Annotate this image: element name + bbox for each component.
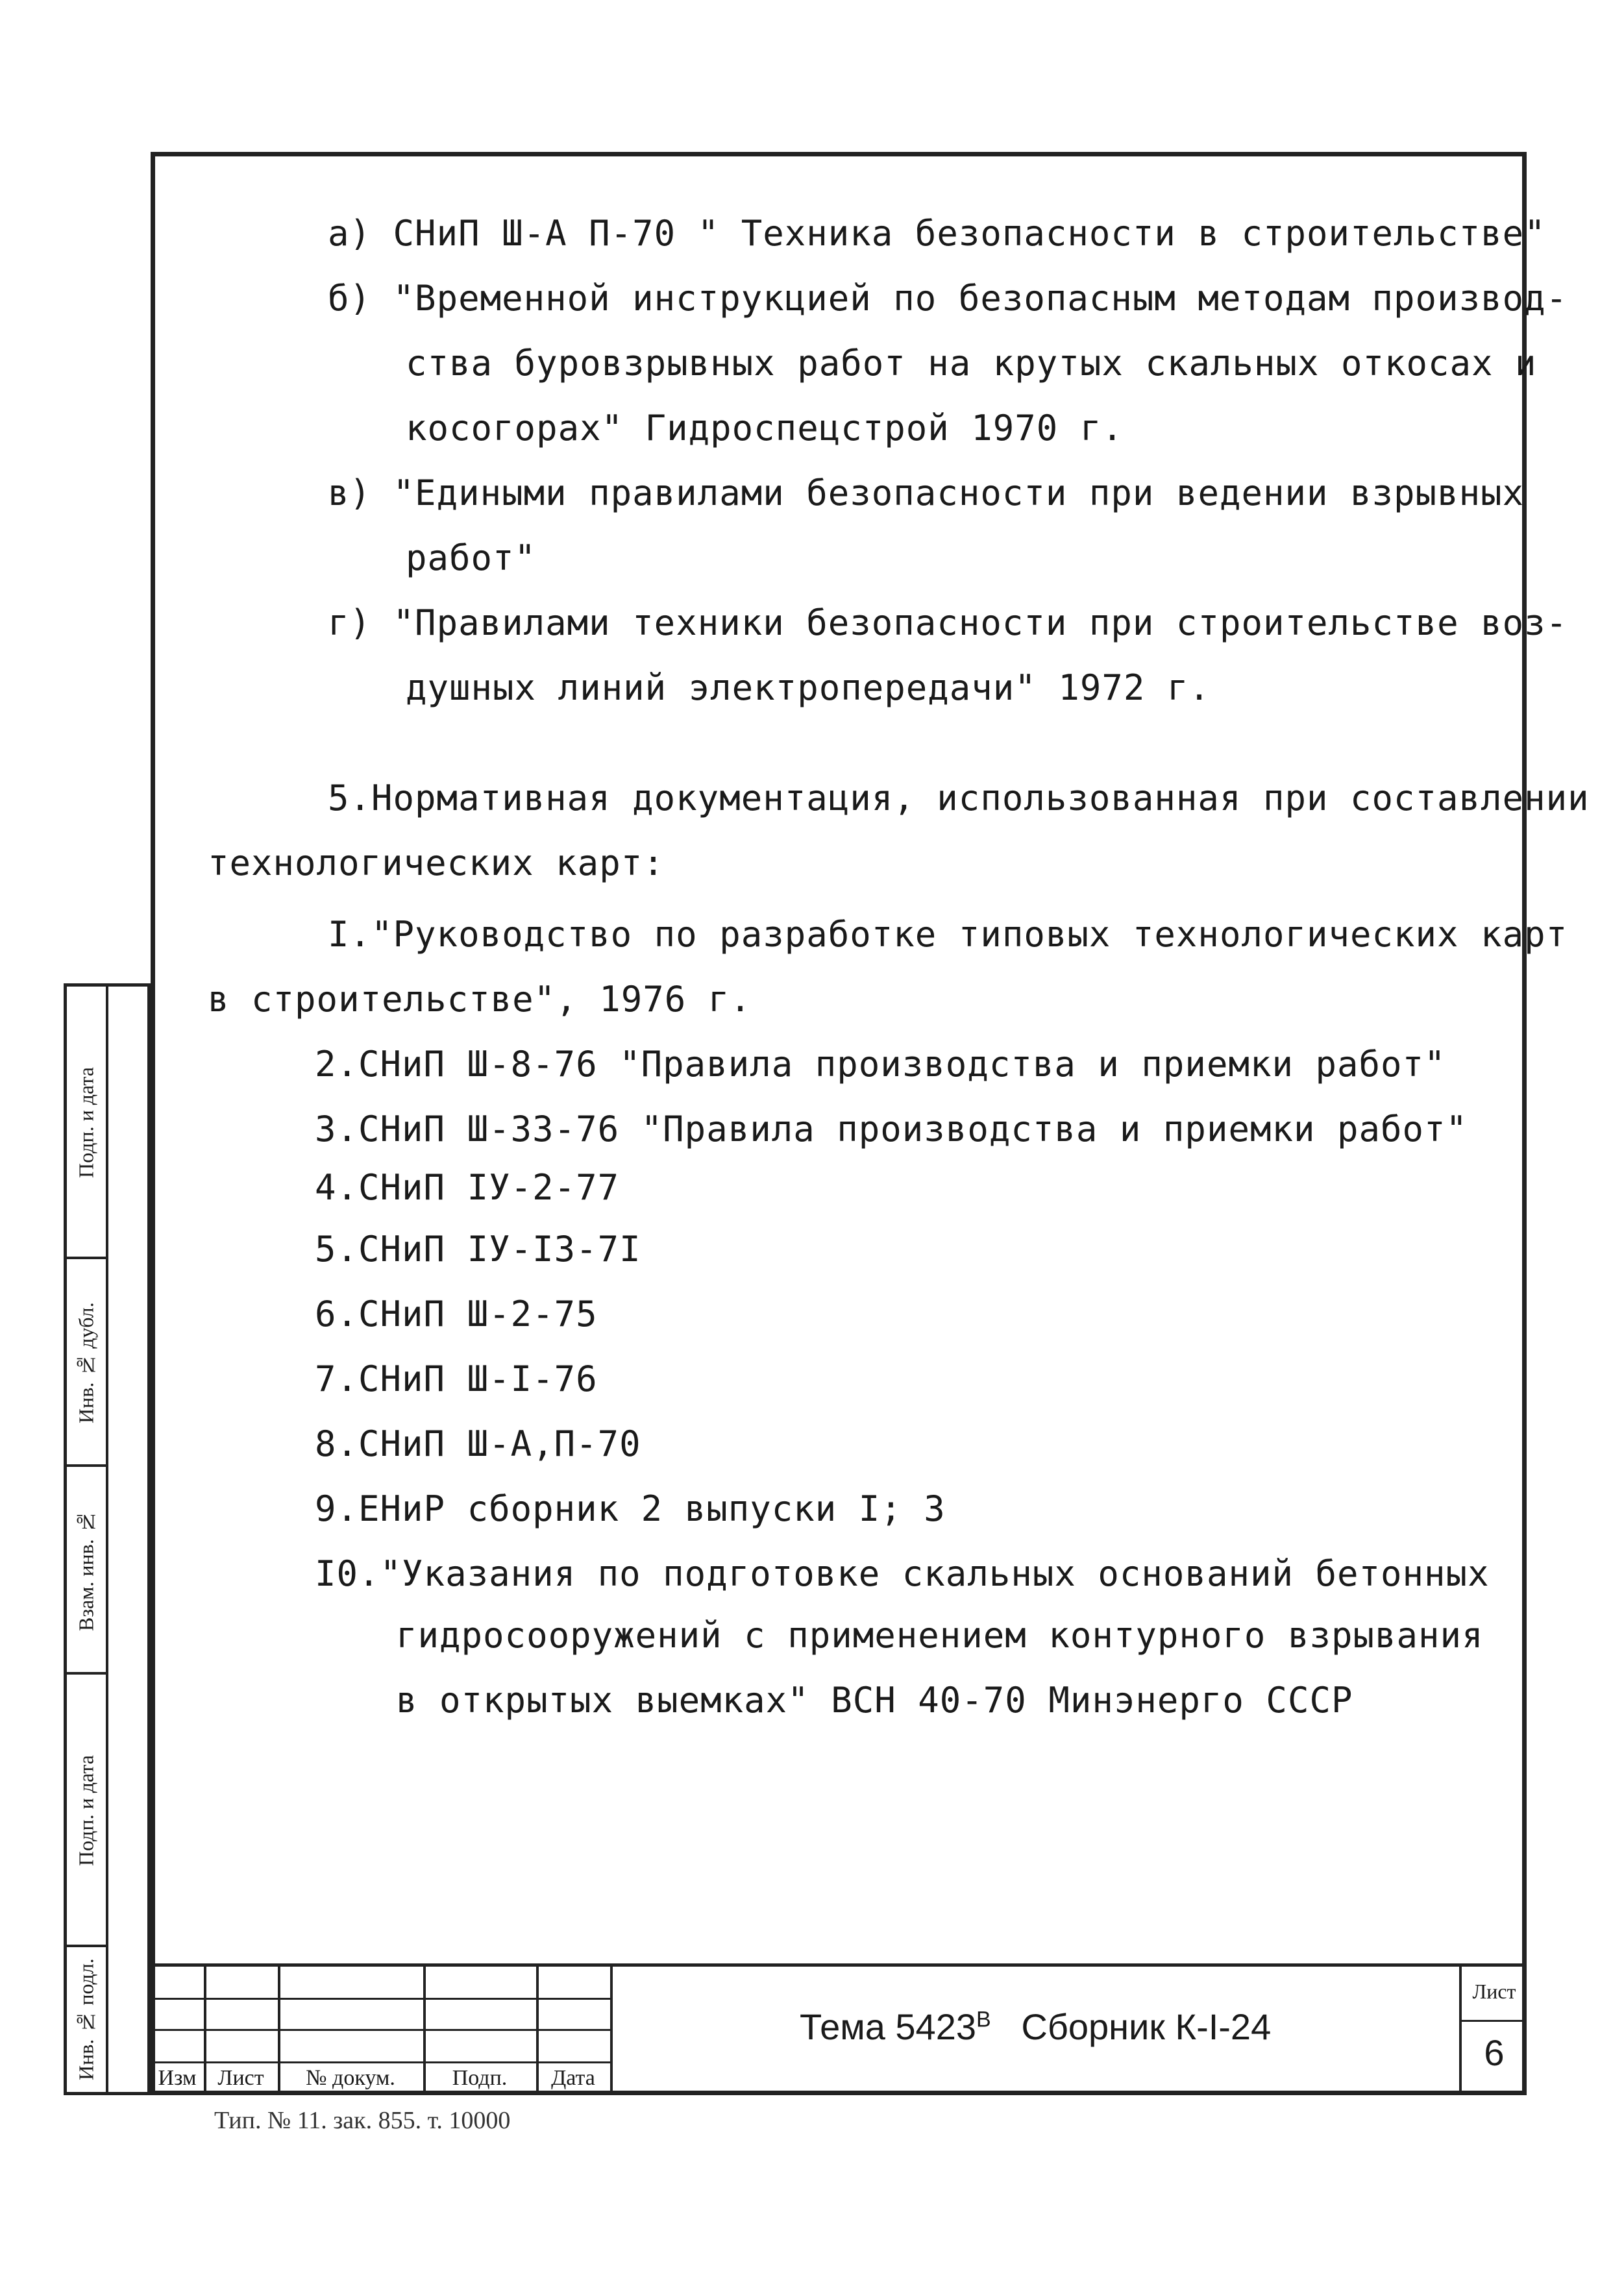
- norm-item-10-cont-2: в открытых выемках" ВСН 40-70 Минэнерго СССР: [396, 1680, 1353, 1721]
- stamp-cell-sign-date-1: [67, 987, 106, 1259]
- stamp-divider: [106, 987, 108, 2092]
- norm-item-5: 5.СНиП IУ-I3-7I: [315, 1229, 641, 1270]
- norm-item-4: 4.СНиП IУ-2-77: [315, 1167, 620, 1208]
- revision-grid: [151, 1967, 613, 2095]
- list-item-b-cont-1: ства буровзрывных работ на крутых скальных откосах и: [406, 343, 1537, 384]
- grid-row-line: [151, 1998, 613, 2000]
- header-sheet: Лист: [217, 2066, 264, 2090]
- norm-item-7: 7.СНиП Ш-I-76: [315, 1358, 598, 1399]
- grid-row-line: [151, 2029, 613, 2031]
- list-item-b: б) "Временной инструкцией по безопасным методам производ-: [328, 278, 1568, 319]
- stamp-label: Подп. и дата: [74, 1755, 98, 1867]
- norm-item-3: 3.СНиП Ш-33-76 "Правила производства и приемки работ": [315, 1109, 1468, 1149]
- list-item-b-cont-2: косогорах" Гидроспецстрой 1970 г.: [406, 408, 1124, 449]
- side-stamp: [64, 983, 151, 2095]
- list-item-a: а) СНиП Ш-А П-70 " Техника безопасности в строительстве": [328, 213, 1546, 254]
- header-doc-no: № докум.: [306, 2066, 395, 2090]
- header-date: Дата: [551, 2066, 595, 2090]
- list-item-v-cont-1: работ": [406, 537, 537, 578]
- section5-heading: 5.Нормативная документация, использованная при составлении: [328, 778, 1590, 818]
- norm-item-6: 6.СНиП Ш-2-75: [315, 1294, 598, 1334]
- norm-item-10-cont-1: гидросооружений с применением контурного взрывания: [396, 1615, 1484, 1656]
- stamp-cell-sign-date-2: [67, 1675, 106, 1947]
- document-title: Тема $5423^В$ Сборник К-I-24: [800, 2006, 1272, 2047]
- norm-item-10: I0."Указания по подготовке скальных оснований бетонных: [315, 1553, 1490, 1594]
- stamp-cell-dup-inv: [67, 1259, 106, 1467]
- norm-item-8: 8.СНиП Ш-А,П-70: [315, 1423, 641, 1464]
- header-sign: Подп.: [452, 2066, 508, 2090]
- stamp-label: Инв. № дубл.: [74, 1302, 98, 1424]
- stamp-cell-inv-orig: [67, 1947, 106, 2092]
- grid-row-line: [151, 2061, 613, 2063]
- section5-heading-cont: технологических карт:: [208, 842, 665, 883]
- sheet-separator: [1462, 2020, 1527, 2022]
- stamp-label: Инв. № подл.: [74, 1958, 98, 2081]
- norm-item-1: I."Руководство по разработке типовых технологических карт: [328, 914, 1568, 955]
- title-block: [151, 1963, 1527, 2095]
- norm-item-9: 9.ЕНиР сборник 2 выпуски I; 3: [315, 1488, 946, 1529]
- sheet-number: 6: [1484, 2032, 1505, 2073]
- norm-item-1-cont: в строительстве", 1976 г.: [208, 979, 752, 1020]
- norm-item-2: 2.СНиП Ш-8-76 "Правила производства и приемки работ": [315, 1044, 1446, 1085]
- stamp-label: Взам. инв. №: [74, 1510, 98, 1631]
- list-item-g-cont-1: душных линий электропередачи" 1972 г.: [406, 667, 1211, 708]
- stamp-label: Подп. и дата: [74, 1067, 98, 1179]
- grid-col-line: [610, 1967, 613, 2095]
- sheet-label: Лист: [1472, 1980, 1516, 2003]
- list-item-g: г) "Правилами техники безопасности при строительстве воз-: [328, 602, 1568, 643]
- stamp-cell-replace-inv: [67, 1467, 106, 1675]
- sheet-number-box: [1459, 1967, 1527, 2095]
- printer-note: Тип. № 11. зак. 855. т. 10000: [214, 2107, 511, 2134]
- list-item-v: в) "Едиными правилами безопасности при ведении взрывных: [328, 473, 1525, 513]
- header-change: Изм: [158, 2066, 197, 2090]
